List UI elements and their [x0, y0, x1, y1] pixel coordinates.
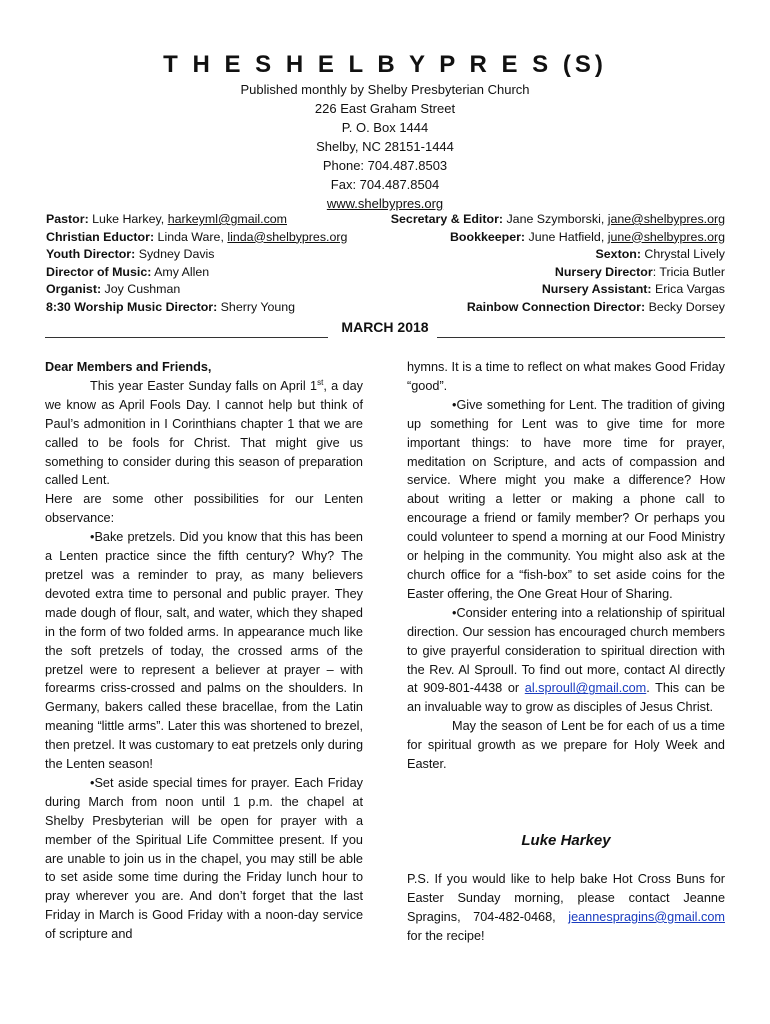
closing-paragraph: May the season of Lent be for each of us a time for spiritual growth as we prepare for Holy Week and Easter.: [407, 719, 725, 772]
staff-row: [391, 264, 725, 282]
staff-row: [46, 281, 347, 299]
fax-number: Fax: 704.487.8504: [330, 177, 440, 192]
email-link[interactable]: al.sproull@gmail.com: [524, 681, 647, 696]
staff-name: Erica Vargas: [654, 282, 725, 297]
staff-name: : Tricia Butler: [652, 264, 725, 279]
staff-email-link[interactable]: linda@shelbypres.org: [227, 229, 348, 244]
staff-name: Chrystal Lively: [644, 247, 725, 262]
staff-role: Secretary & Editor:: [390, 212, 504, 226]
letter-column-left: [45, 358, 363, 944]
staff-name: Amy Allen: [154, 264, 210, 279]
direction-paragraph: •Consider entering into a relationship of spiritual direction. Our session has encouraged church members to give prayerful consideration to spiritual direction with the Rev. Al Sproull. To find out more, contact Al directly at 909-801-4438 or al.sproull@gmail.com. This can be an invaluable way to grow as disciples of Jesus Christ.: [407, 605, 725, 715]
staff-name: Sydney Davis: [138, 247, 215, 262]
staff-row: [46, 299, 347, 317]
issue-month: MARCH 2018: [341, 319, 429, 335]
letter-column-right: [407, 358, 725, 774]
pretzel-paragraph: •Bake pretzels. Did you know that this has been a Lenten practice since the fifth century? Why? The pretzel was a reminder to pray, as many believers devoted extra time to personal and public prayer. They made dough of flour, salt, and water, which they shaped in the form of two folded arms. In appearance much like the soft pretzels of today, the crossed arms of the pretzel were to represent a believer at prayer – with forearms criss-crossed and palms on the shoulders. In Germany, bakers called these bracellae, from the Latin meaning “little arms”. Later this was shortened to brezel, then pretzel. It was customary to eat pretzels only during the Lenten season!: [45, 530, 363, 772]
staff-row: [391, 299, 725, 317]
staff-list-right: [391, 211, 725, 317]
po-box: P. O. Box 1444: [341, 120, 429, 135]
staff-row: [46, 229, 347, 247]
staff-role: Youth Director:: [46, 247, 136, 262]
staff-role: Organist:: [46, 282, 102, 297]
staff-role: Nursery Assistant:: [541, 282, 652, 297]
staff-list-left: [46, 211, 347, 317]
staff-role: Pastor:: [46, 212, 89, 226]
city-state-zip: Shelby, NC 28151-1444: [316, 139, 454, 154]
staff-row: [46, 264, 347, 282]
salutation: Dear Members and Friends,: [45, 360, 212, 374]
staff-name: Becky Dorsey: [648, 299, 725, 314]
staff-row: [391, 211, 725, 229]
postscript: P.S. If you would like to help bake Hot Cross Buns for Easter Sunday morning, please contact Jeanne Spragins, 704-482-0468, jeannespragins@gmail.com for the recipe!: [407, 872, 725, 943]
staff-row: [46, 246, 347, 264]
staff-name: Sherry Young: [220, 299, 296, 314]
street-address: 226 East Graham Street: [314, 101, 456, 116]
staff-email-link[interactable]: harkeyml@gmail.com: [167, 212, 287, 226]
staff-email-link[interactable]: june@shelbypres.org: [607, 229, 725, 244]
letter-paragraph: This year Easter Sunday falls on April 1st, a day we know as April Fools Day. I cannot help but think of Paul’s admonition in I Corinthians chapter 1 that we are called to be fools for Christ. That might give us something to consider during this season of preparation called Lent.: [45, 377, 364, 488]
letter-paragraph: hymns. It is a time to reflect on what makes Good Friday “good”.: [407, 360, 725, 393]
staff-role: Director of Music:: [46, 264, 152, 279]
divider-right: [437, 337, 725, 338]
staff-role: 8:30 Worship Music Director:: [46, 299, 218, 314]
staff-row: [391, 246, 725, 264]
staff-role: Nursery Director: [554, 264, 653, 279]
masthead: [0, 50, 770, 213]
publisher-line: Published monthly by Shelby Presbyterian Church: [240, 82, 530, 97]
phone-number: Phone: 704.487.8503: [322, 158, 448, 173]
letter-paragraph: Here are some other possibilities for our Lenten observance:: [45, 492, 363, 526]
staff-name: Luke Harkey,: [92, 212, 168, 226]
staff-row: [391, 229, 725, 247]
divider-left: [45, 337, 328, 338]
staff-name: June Hatfield,: [528, 229, 608, 244]
website-link[interactable]: www.shelbypres.org: [326, 196, 444, 211]
staff-role: Sexton:: [595, 247, 641, 262]
staff-name: Linda Ware,: [157, 229, 228, 244]
signature: Luke Harkey: [521, 832, 611, 849]
staff-row: [46, 211, 347, 229]
prayer-paragraph: •Set aside special times for prayer. Each Friday during March from noon until 1 p.m. the chapel at Shelby Presbyterian will be open for prayer with a member of the Spiritual Life Committee present. If you are unable to join us in the chapel, you may still be able to set aside some time during the Friday lunch hour to pray wherever you are. And don’t forget that the last Friday in March is Good Friday with a noon-day service of scripture and: [45, 775, 363, 942]
staff-role: Bookkeeper:: [449, 229, 526, 244]
newsletter-title: T H E S H E L B Y P R E S (S): [163, 51, 607, 78]
email-link[interactable]: jeannespragins@gmail.com: [568, 909, 725, 924]
staff-name: Joy Cushman: [104, 282, 181, 297]
staff-role: Christian Eductor:: [46, 229, 155, 244]
staff-name: Jane Szymborski,: [506, 212, 608, 226]
give-paragraph: •Give something for Lent. The tradition of giving up something for Lent was to give time for more important things: to have more time for prayer, meditation on Scripture, and acts of compassion and service. Where might you make a difference? How about writing a letter or making a phone call to encourage a friend or family member? Or perhaps you could volunteer to spend a morning at our Food Ministry or helping in the community. You might also ask at the church office for a “fish-box” to set aside coins for the Easter offering, the One Great Hour of Sharing.: [407, 397, 725, 601]
staff-role: Rainbow Connection Director:: [466, 299, 646, 314]
staff-row: [391, 281, 725, 299]
staff-email-link[interactable]: jane@shelbypres.org: [607, 212, 725, 226]
